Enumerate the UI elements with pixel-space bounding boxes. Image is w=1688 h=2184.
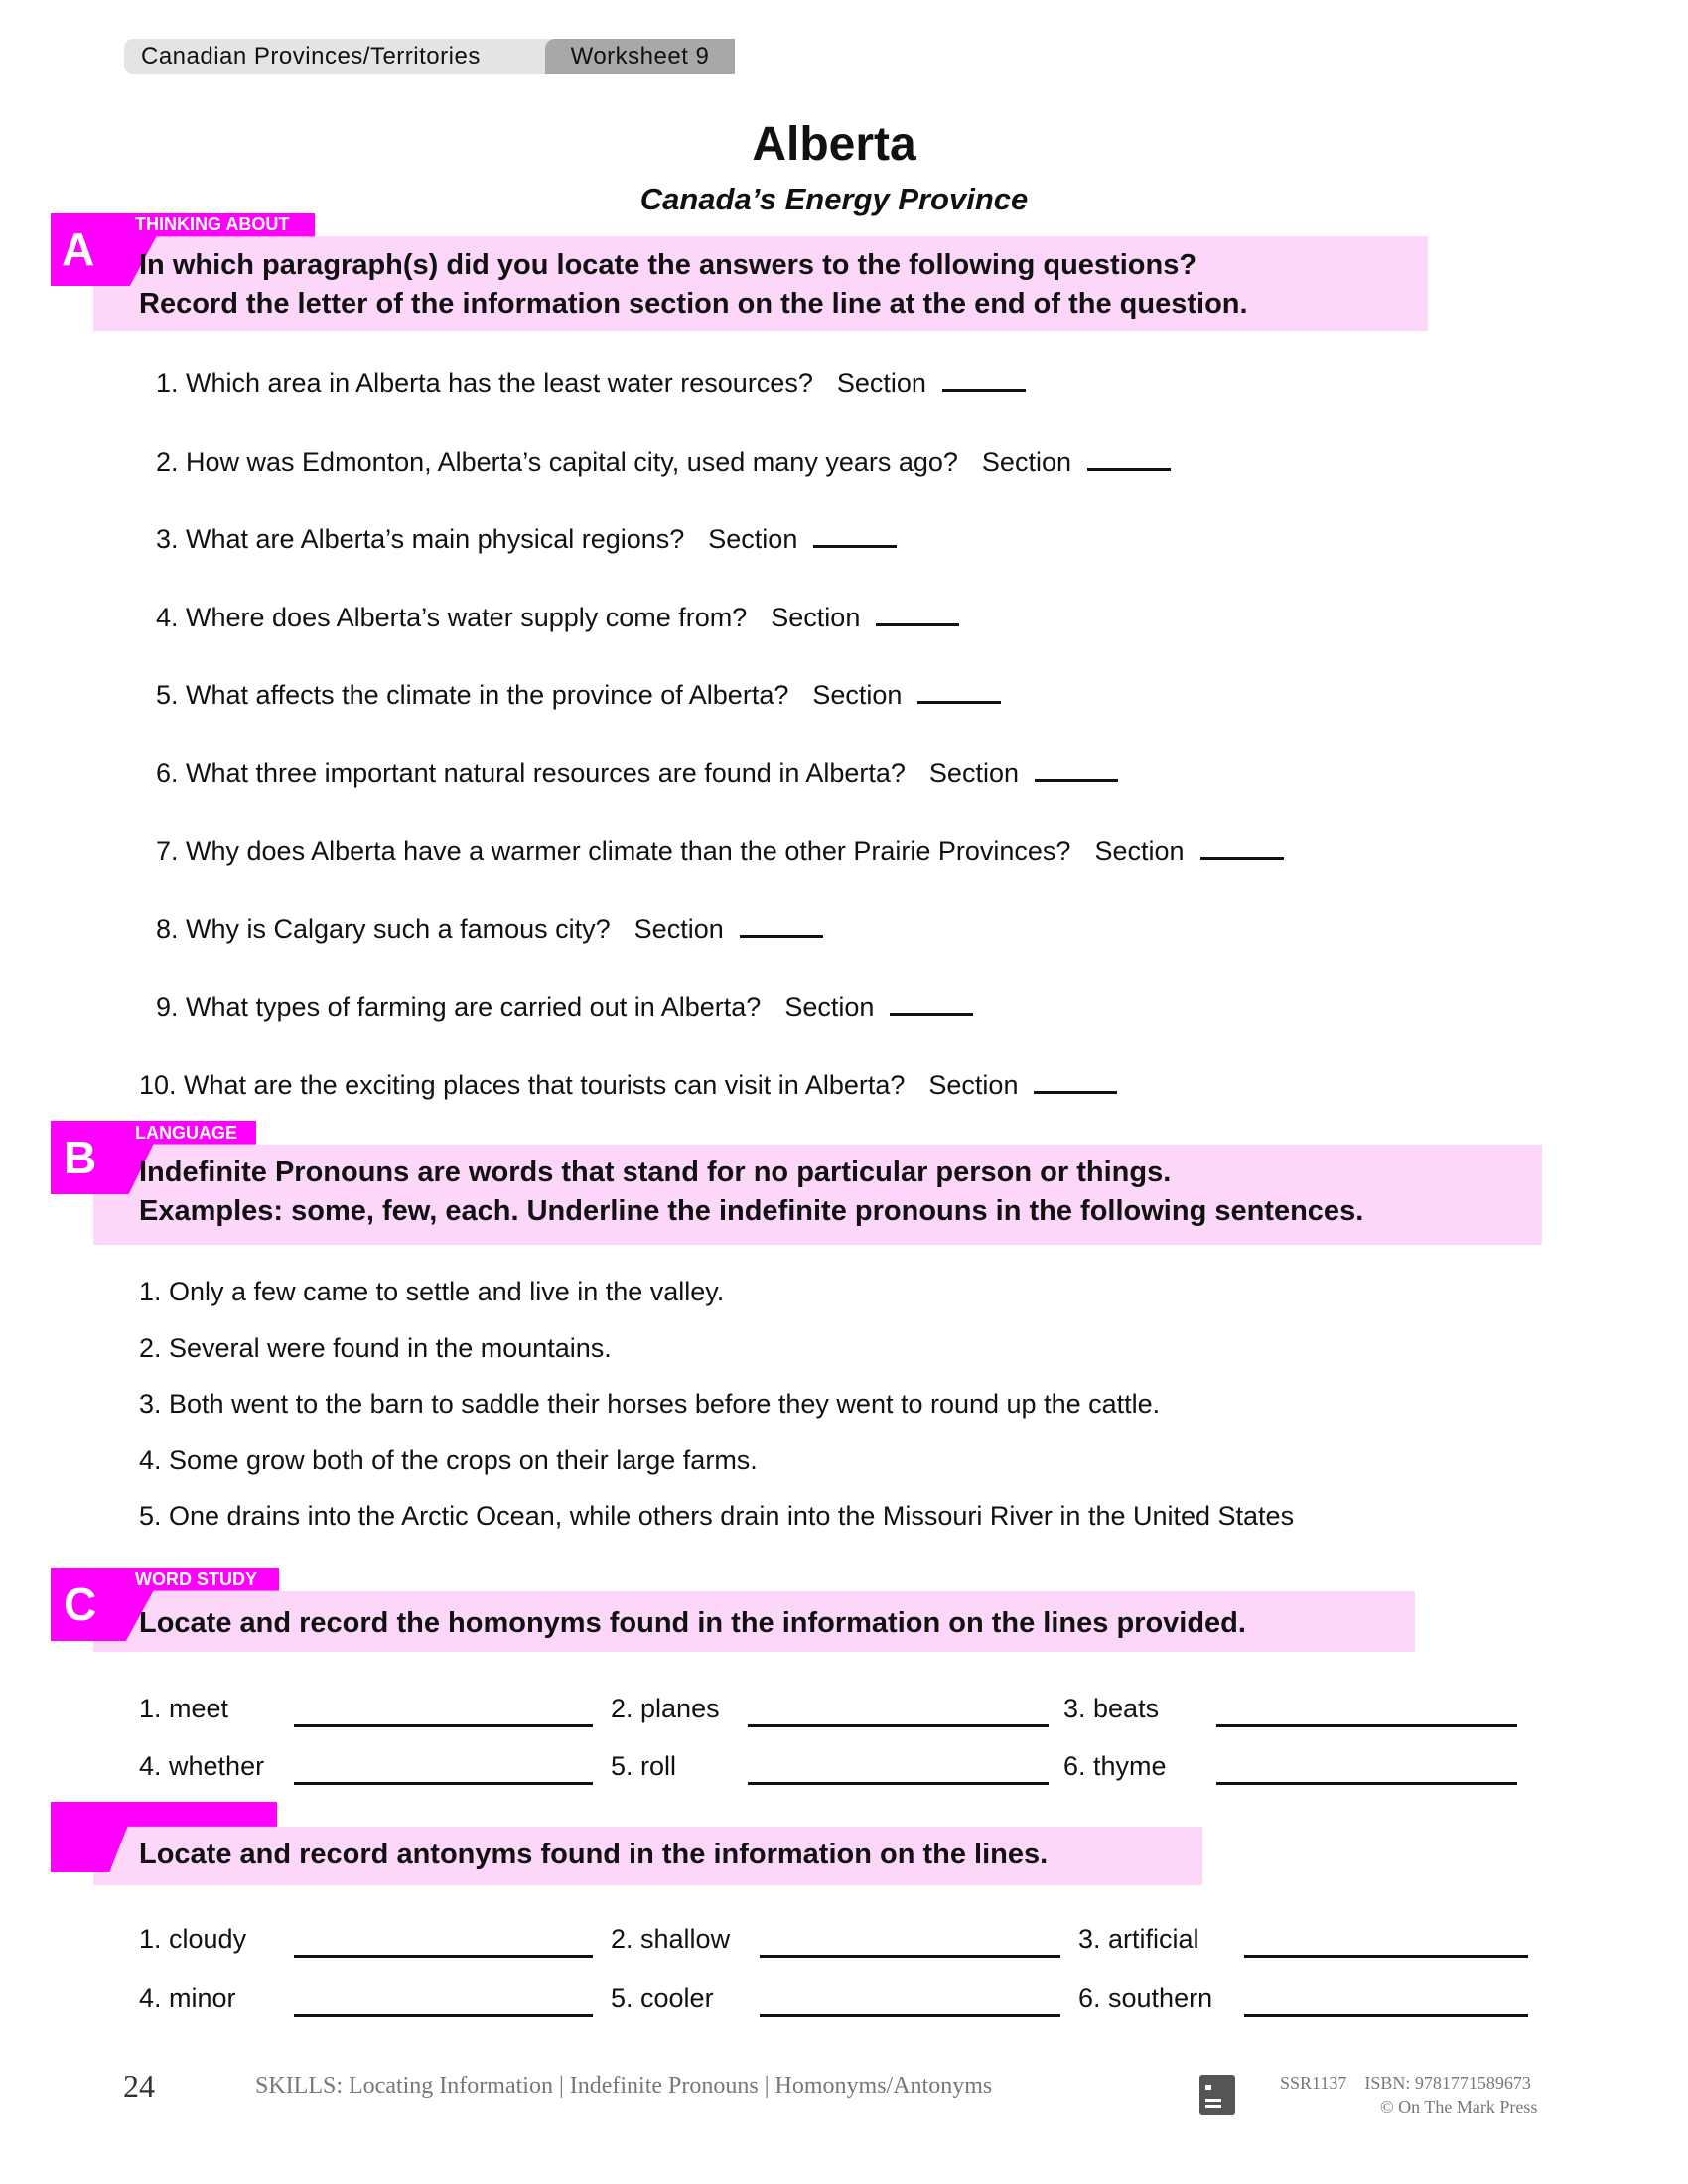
section-label: Section [836, 368, 926, 398]
section-b-tag: LANGUAGE [135, 1123, 237, 1143]
answer-blank[interactable] [1035, 761, 1118, 782]
section-label: Section [784, 992, 875, 1022]
answer-line[interactable] [760, 2014, 1060, 2017]
question-item [139, 1067, 1117, 1103]
word-label: 6. thyme [1063, 1751, 1167, 1781]
answer-line[interactable] [760, 1955, 1060, 1958]
answer-blank[interactable] [890, 995, 973, 1016]
sentence-item: 3. Both went to the barn to saddle their horses before they went to round up the cattle. [139, 1389, 1161, 1419]
section-c-letter: C [64, 1578, 97, 1630]
section-b-instruction: Examples: some, few, each. Underline the indefinite pronouns in the following sentences. [139, 1195, 1364, 1227]
word-label: 4. minor [139, 1983, 236, 2013]
question-text: 1. Which area in Alberta has the least water resources? [156, 368, 813, 398]
skills-line: SKILLS: Locating Information | Indefinite Pronouns | Homonyms/Antonyms [255, 2073, 993, 2099]
question-text: 4. Where does Alberta’s water supply come from? [156, 602, 748, 632]
question-item [156, 444, 1171, 479]
word-label: 3. beats [1063, 1694, 1160, 1723]
book-stack-icon [1199, 2075, 1235, 2115]
question-text: 2. How was Edmonton, Alberta’s capital city, used many years ago? [156, 446, 958, 477]
word-label: 5. roll [611, 1751, 677, 1781]
answer-blank[interactable] [876, 606, 959, 626]
question-item [156, 365, 1026, 401]
question-text: 7. Why does Alberta have a warmer climate than the other Prairie Provinces? [156, 836, 1071, 866]
answer-line[interactable] [1244, 2014, 1528, 2017]
word-label: 1. cloudy [139, 1924, 247, 1954]
section-label: Section [928, 757, 1019, 788]
word-label: 2. planes [611, 1694, 720, 1723]
section-a-instruction: Record the letter of the information section on the line at the end of the question. [139, 288, 1248, 320]
page-title: Alberta [752, 118, 916, 171]
question-item [156, 677, 1001, 713]
section-c-tag: WORD STUDY [135, 1570, 257, 1589]
section-label: Section [1094, 836, 1185, 866]
question-text: 3. What are Alberta’s main physical regions? [156, 524, 685, 554]
section-a-letter: A [62, 223, 95, 275]
series-label: Canadian Provinces/Territories [141, 43, 481, 69]
answer-line[interactable] [1216, 1782, 1517, 1785]
section-b-instruction: Indefinite Pronouns are words that stand for no particular person or things. [139, 1157, 1172, 1188]
word-label: 6. southern [1078, 1983, 1213, 2013]
question-item [156, 755, 1118, 791]
answer-blank[interactable] [917, 683, 1001, 704]
section-c-instruction: Locate and record the homonyms found in the information on the lines provided. [139, 1607, 1246, 1639]
page-subtitle: Canada’s Energy Province [639, 182, 1029, 216]
sentence-item: 2. Several were found in the mountains. [139, 1332, 612, 1363]
isbn-code: SSR1137 ISBN: 9781771589673 [1280, 2073, 1531, 2093]
sentence-item: 1. Only a few came to settle and live in the valley. [139, 1277, 725, 1306]
answer-line[interactable] [294, 1724, 593, 1727]
question-text: 9. What types of farming are carried out in Alberta? [156, 992, 762, 1022]
answer-blank[interactable] [1200, 839, 1284, 860]
section-label: Section [812, 680, 903, 710]
question-text: 5. What affects the climate in the province of Alberta? [156, 680, 789, 710]
word-label: 2. shallow [611, 1924, 731, 1954]
answer-line[interactable] [748, 1724, 1049, 1727]
question-text: 6. What three important natural resources are found in Alberta? [156, 757, 906, 788]
answer-line[interactable] [294, 1782, 593, 1785]
word-label: 5. cooler [611, 1983, 714, 2013]
section-label: Section [928, 1069, 1019, 1100]
question-item [156, 911, 823, 947]
answer-blank[interactable] [813, 527, 897, 548]
answer-line[interactable] [294, 1955, 593, 1958]
answer-line[interactable] [1216, 1724, 1517, 1727]
section-label: Section [633, 913, 724, 944]
answer-blank[interactable] [942, 371, 1026, 392]
section-a-tag: THINKING ABOUT [135, 214, 290, 234]
question-text: 8. Why is Calgary such a famous city? [156, 913, 611, 944]
question-text: 10. What are the exciting places that tourists can visit in Alberta? [139, 1069, 906, 1100]
section-d-instruction: Locate and record antonyms found in the information on the lines. [139, 1839, 1049, 1870]
page-number: 24 [123, 2068, 155, 2104]
answer-line[interactable] [1244, 1955, 1528, 1958]
section-label: Section [981, 446, 1071, 477]
copyright: © On The Mark Press [1380, 2097, 1538, 2116]
section-label: Section [708, 524, 798, 554]
question-item [156, 833, 1284, 869]
section-label: Section [771, 602, 861, 632]
answer-blank[interactable] [1034, 1073, 1117, 1094]
sentence-item: 4. Some grow both of the crops on their large farms. [139, 1444, 758, 1475]
question-item [156, 600, 959, 635]
sentence-item: 5. One drains into the Arctic Ocean, while others drain into the Missouri River in the United States [139, 1501, 1295, 1531]
worksheet-label: Worksheet 9 [545, 39, 735, 74]
question-item [156, 521, 897, 557]
answer-blank[interactable] [740, 917, 823, 938]
section-b-letter: B [64, 1132, 97, 1183]
word-label: 3. artificial [1078, 1924, 1199, 1954]
answer-blank[interactable] [1087, 450, 1171, 471]
section-a-instruction: In which paragraph(s) did you locate the answers to the following questions? [139, 249, 1197, 281]
answer-line[interactable] [748, 1782, 1049, 1785]
question-item [156, 989, 973, 1024]
word-label: 1. meet [139, 1694, 229, 1723]
answer-line[interactable] [294, 2014, 593, 2017]
word-label: 4. whether [139, 1751, 265, 1781]
